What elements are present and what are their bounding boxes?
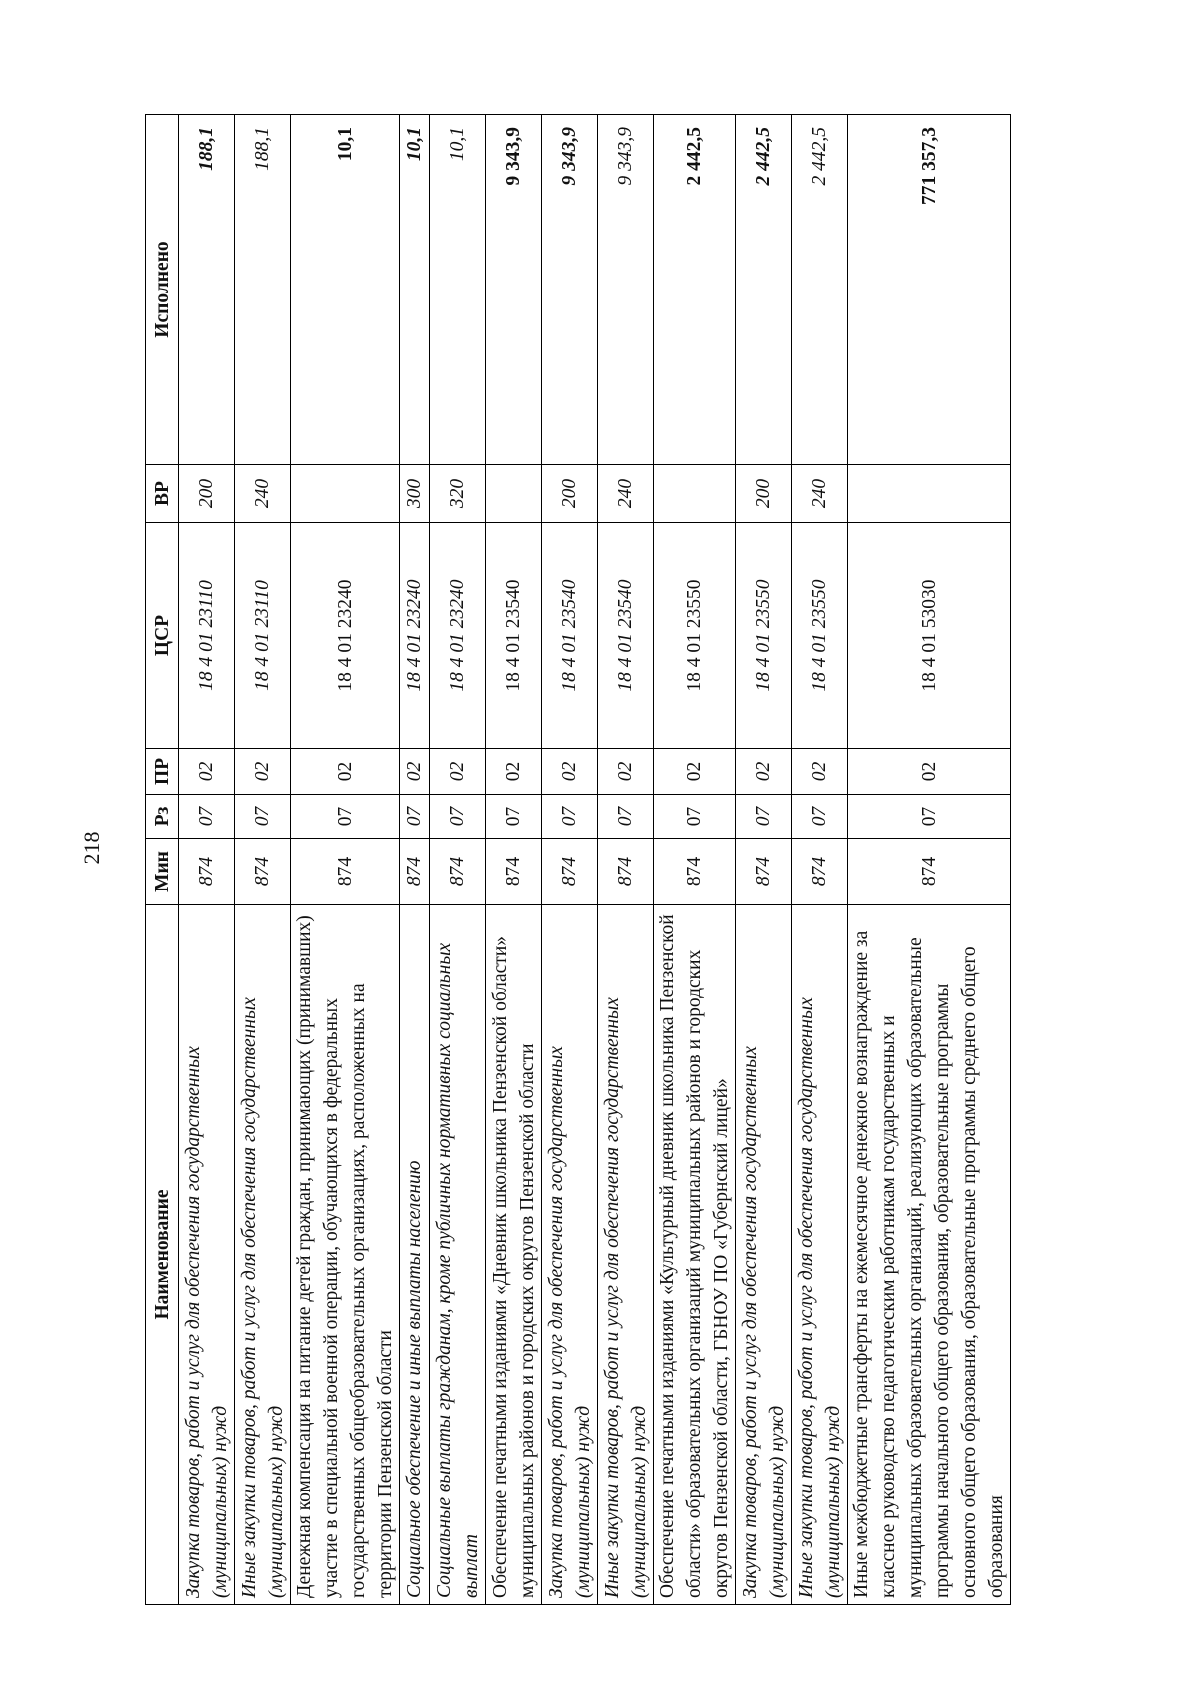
cell-rz: 07 xyxy=(179,795,235,839)
cell-vr: 200 xyxy=(179,465,235,523)
table-row xyxy=(486,115,542,1605)
cell-rz: 07 xyxy=(736,795,792,839)
cell-amount: 188,1 xyxy=(235,115,291,465)
cell-vr: 200 xyxy=(542,465,598,523)
cell-vr xyxy=(486,465,542,523)
cell-csr: 18 4 01 23240 xyxy=(430,523,486,749)
cell-amount: 9 343,9 xyxy=(542,115,598,465)
cell-pr: 02 xyxy=(654,749,736,795)
table-row xyxy=(291,115,400,1605)
cell-amount: 9 343,9 xyxy=(486,115,542,465)
cell-csr: 18 4 01 23540 xyxy=(542,523,598,749)
table-row xyxy=(179,115,235,1605)
cell-rz: 07 xyxy=(654,795,736,839)
cell-csr: 18 4 01 23240 xyxy=(291,523,400,749)
cell-amount: 10,1 xyxy=(291,115,400,465)
cell-vr xyxy=(291,465,400,523)
cell-pr: 02 xyxy=(400,749,430,795)
table-row xyxy=(654,115,736,1605)
table-row xyxy=(542,115,598,1605)
cell-amount: 10,1 xyxy=(430,115,486,465)
header-name: Наименование xyxy=(146,905,179,1605)
cell-amount: 2 442,5 xyxy=(736,115,792,465)
cell-vr: 300 xyxy=(400,465,430,523)
cell-min: 874 xyxy=(291,839,400,905)
cell-pr: 02 xyxy=(486,749,542,795)
table-row xyxy=(598,115,654,1605)
budget-table xyxy=(145,114,1011,1605)
header-rz: Рз xyxy=(146,795,179,839)
cell-csr: 18 4 01 23540 xyxy=(486,523,542,749)
cell-min: 874 xyxy=(736,839,792,905)
cell-min: 874 xyxy=(848,839,1011,905)
cell-vr xyxy=(848,465,1011,523)
cell-name: Иные закупки товаров, работ и услуг для обеспечения государственных (муниципальных) нужд xyxy=(792,905,848,1605)
cell-min: 874 xyxy=(486,839,542,905)
cell-name: Иные закупки товаров, работ и услуг для обеспечения государственных (муниципальных) нужд xyxy=(598,905,654,1605)
cell-name: Закупка товаров, работ и услуг для обеспечения государственных (муниципальных) нужд xyxy=(179,905,235,1605)
table-row xyxy=(792,115,848,1605)
header-min: Мин xyxy=(146,839,179,905)
cell-name: Обеспечение печатными изданиями «Дневник школьника Пензенской области» муниципальных районов и городских округов Пензенской области xyxy=(486,905,542,1605)
cell-pr: 02 xyxy=(736,749,792,795)
cell-name: Иные закупки товаров, работ и услуг для обеспечения государственных (муниципальных) нужд xyxy=(235,905,291,1605)
cell-pr: 02 xyxy=(179,749,235,795)
cell-csr: 18 4 01 23110 xyxy=(179,523,235,749)
cell-vr xyxy=(654,465,736,523)
cell-pr: 02 xyxy=(792,749,848,795)
cell-rz: 07 xyxy=(792,795,848,839)
cell-pr: 02 xyxy=(542,749,598,795)
cell-amount: 2 442,5 xyxy=(654,115,736,465)
cell-name: Денежная компенсация на питание детей граждан, принимающих (принимавших) участие в специальной военной операции, обучающихся в федеральных государственных общеобразовательных организациях, расположенных на территории Пензенской области xyxy=(291,905,400,1605)
cell-vr: 240 xyxy=(235,465,291,523)
rotated-table-container xyxy=(145,115,1035,1605)
cell-rz: 07 xyxy=(430,795,486,839)
cell-rz: 07 xyxy=(400,795,430,839)
cell-pr: 02 xyxy=(848,749,1011,795)
header-amount: Исполнено xyxy=(146,115,179,465)
cell-name: Социальные выплаты гражданам, кроме публичных нормативных социальных выплат xyxy=(430,905,486,1605)
cell-csr: 18 4 01 23550 xyxy=(736,523,792,749)
cell-min: 874 xyxy=(430,839,486,905)
cell-amount: 10,1 xyxy=(400,115,430,465)
page-number: 218 xyxy=(79,831,104,865)
cell-pr: 02 xyxy=(291,749,400,795)
cell-rz: 07 xyxy=(848,795,1011,839)
table-row xyxy=(235,115,291,1605)
cell-min: 874 xyxy=(654,839,736,905)
cell-name: Закупка товаров, работ и услуг для обеспечения государственных (муниципальных) нужд xyxy=(736,905,792,1605)
cell-pr: 02 xyxy=(430,749,486,795)
cell-name: Иные межбюджетные трансферты на ежемесячное денежное вознаграждение за классное руководство педагогическим работникам государственных и муниципальных образовательных организаций, реализующих образовательные программы начального общего образования, образовательные программы основного общего образования, образовательные программы среднего общего образования xyxy=(848,905,1011,1605)
table-row xyxy=(400,115,430,1605)
cell-min: 874 xyxy=(235,839,291,905)
cell-rz: 07 xyxy=(486,795,542,839)
cell-name: Обеспечение печатными изданиями «Культурный дневник школьника Пензенской области» образовательных организаций муниципальных районов и городских округов Пензенской области, ГБНОУ ПО «Губернский лицей» xyxy=(654,905,736,1605)
cell-amount: 9 343,9 xyxy=(598,115,654,465)
cell-csr: 18 4 01 53030 xyxy=(848,523,1011,749)
cell-name: Закупка товаров, работ и услуг для обеспечения государственных (муниципальных) нужд xyxy=(542,905,598,1605)
cell-min: 874 xyxy=(179,839,235,905)
cell-rz: 07 xyxy=(542,795,598,839)
header-vr: ВР xyxy=(146,465,179,523)
cell-amount: 188,1 xyxy=(179,115,235,465)
header-pr: ПР xyxy=(146,749,179,795)
cell-vr: 240 xyxy=(598,465,654,523)
cell-name: Социальное обеспечение и иные выплаты населению xyxy=(400,905,430,1605)
cell-amount: 2 442,5 xyxy=(792,115,848,465)
cell-vr: 240 xyxy=(792,465,848,523)
table-row xyxy=(848,115,1011,1605)
table-row xyxy=(736,115,792,1605)
cell-csr: 18 4 01 23110 xyxy=(235,523,291,749)
cell-csr: 18 4 01 23240 xyxy=(400,523,430,749)
cell-amount: 771 357,3 xyxy=(848,115,1011,465)
cell-min: 874 xyxy=(400,839,430,905)
cell-vr: 320 xyxy=(430,465,486,523)
cell-pr: 02 xyxy=(235,749,291,795)
cell-rz: 07 xyxy=(235,795,291,839)
table-header-row xyxy=(146,115,179,1605)
cell-rz: 07 xyxy=(291,795,400,839)
cell-rz: 07 xyxy=(598,795,654,839)
cell-csr: 18 4 01 23550 xyxy=(792,523,848,749)
cell-min: 874 xyxy=(542,839,598,905)
header-csr: ЦСР xyxy=(146,523,179,749)
cell-vr: 200 xyxy=(736,465,792,523)
cell-csr: 18 4 01 23540 xyxy=(598,523,654,749)
cell-csr: 18 4 01 23550 xyxy=(654,523,736,749)
cell-min: 874 xyxy=(598,839,654,905)
cell-pr: 02 xyxy=(598,749,654,795)
table-row xyxy=(430,115,486,1605)
cell-min: 874 xyxy=(792,839,848,905)
